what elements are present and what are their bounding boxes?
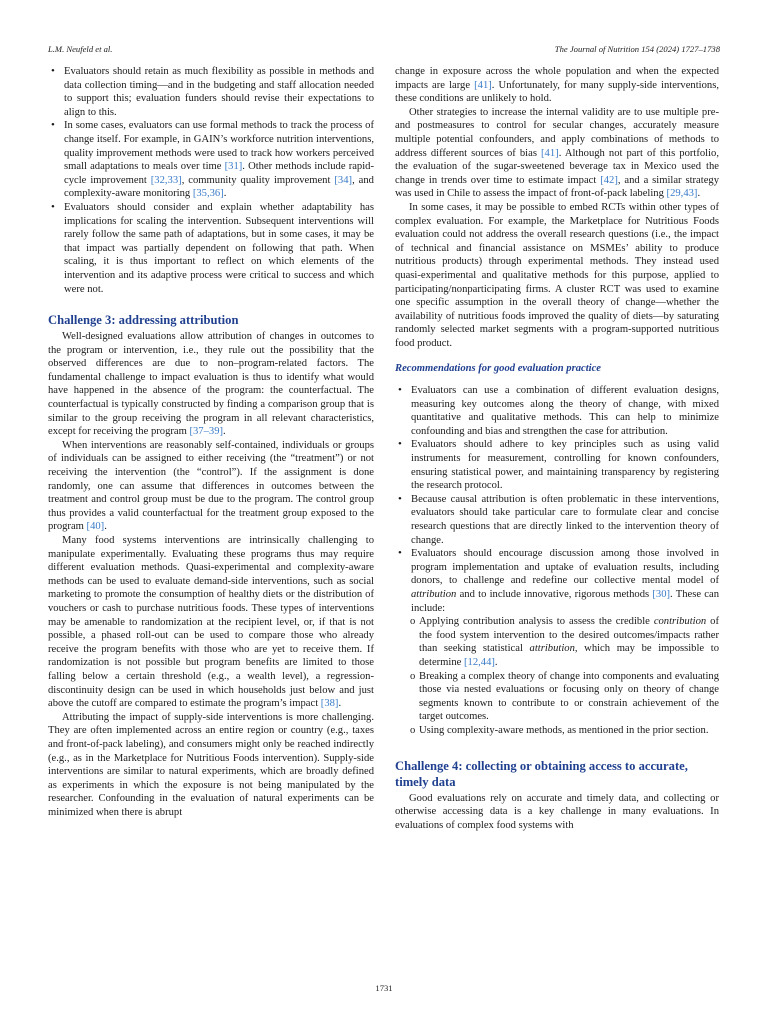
citation-link[interactable]: [34] [334,174,353,186]
paragraph: In some cases, it may be possible to embed RCTs within other types of complex evaluation. For example, the Marketplace for Nutritious Foods evaluation could not address the overall research questions (i.e., the impact of technical and financial assistance on MSMEs’ ability to produce nutritious products) through experimental methods. They instead used quasi-experimental and qualitative methods for this purpose, applied to participating/nonparticipating firms. A cluster RCT was used to examine one specific assumption in the overall theory of change—whether the availability of nutritious foods improved the quality of diets—by saturating randomly selected market segments with a program-supported nutritious food product. [395,201,719,349]
citation-link[interactable]: [40] [86,521,105,533]
right-column [395,65,719,832]
citation-link[interactable]: [37–39] [189,426,224,438]
recommendations-list [395,384,719,615]
citation-link[interactable]: [35,36] [192,188,224,200]
paragraph: Other strategies to increase the internal validity are to use multiple pre- and postmeasures to control for secular changes, accurately measure multiple potential confounders, and apply combinations of methods to address different sources of bias [41]. Although not part of this portfolio, the evaluation of the sugar-sweetened beverage tax in Mexico used the change in trends over time to estimate impact [42], and a similar strategy was used in Chile to assess the impact of front-of-pack labeling [29,43]. [395,106,720,200]
paragraph: Many food systems interventions are intrinsically challenging to manipulate experimentally. Evaluating these programs thus may require different evaluation methods. Quasi-experimental and complexity-aware methods can be used to evaluate demand-side interventions, such as social marketing to promote the consumption of healthy diets or the distribution of vouchers or cash to purchase nutritious foods. These types of interventions may be amenable to randomization at the recipient level, or, if that is not possible, a phased roll-out can be used to compare those who already receive the program benefits with those who are yet to receive them. If randomization is not possible but program benefits are limited to those falling below a certain threshold (e.g., a wealth level), a regression-discontinuity design can be used in which households just below and just above the cutoff are compared to estimate the program’s impact [38]. [48,535,374,710]
bullet-list [48,65,374,296]
recommendations-heading: Recommendations for good evaluation practice [395,363,601,375]
paragraph: Good evaluations rely on accurate and timely data, and collecting or otherwise accessing data is a key challenge in many evaluations. In evaluations of complex food systems with [395,792,719,831]
citation-link[interactable]: [38] [320,698,339,710]
citation-link[interactable]: [41] [474,79,492,91]
list-item-text: In some cases, evaluators can use formal methods to track the process of change itself. For example, in GAIN’s workforce nutrition interventions, quality improvement methods were used to track how workers perceived small adaptations to meals over time [64,120,374,173]
sub-list-item: o Using complexity-aware methods, as mentioned in the prior section. [395,724,719,738]
paragraph: Well-designed evaluations allow attribution of changes in outcomes to the program or intervention, i.e., they rule out the possibility that the observed differences are due to non–program-related factors. The fundamental challenge to impact evaluation is thus to identify what would have happened in the absence of the program: the counterfactual. The counterfactual is typically constructed by finding a comparison group that is similar to the group receiving the program in all relevant characteristics, except for receiving the program [37–39]. [48,331,374,438]
paragraph: change in exposure across the whole population and when the expected impacts are large [41]. Unfortunately, for many supply-side interventions, these conditions are unlikely to hold. [395,66,719,105]
list-item: • Evaluators can use a combination of different evaluation designs, measuring key outcomes along the theory of change, with mixed quantitative and qualitative methods. This can help to minimize confounding and bias and strengthen the case for attribution. [395,384,719,438]
page-number: 1731 [375,983,393,993]
list-item [48,65,374,119]
list-item-text: Evaluators should consider and explain whether adaptability has implications for scaling the intervention. Subsequent interventions will rarely follow the same path of adaptations, but in some cases, it may be that impact was partially dependent on following that path. When scaling, it is thus important to reflect on which elements of the intervention and its adaptive process were critical to success and which were not. [64,201,374,295]
section-heading-challenge-4: Challenge 4: collecting or obtaining access to accurate, timely data [395,758,688,789]
left-column [48,65,374,819]
citation-link[interactable]: [32,33] [150,174,182,186]
citation-link[interactable]: [41] [541,147,559,159]
list-item-text: , community quality improvement [181,174,335,186]
sub-list-item: o Breaking a complex theory of change into components and evaluating those via nested evaluations or focusing only on theory of change segments known to contribute to or constrain achievement of the target outcomes. [395,670,719,724]
list-item-text: . Other methods include rapid-cycle improvement [64,161,374,186]
list-item: • Because causal attribution is often problematic in these interventions, evaluators should take particular care to formulate clear and concise research questions that are directly linked to the intervention theory of change. [395,493,719,547]
list-item: • Evaluators should encourage discussion among those involved in program implementation and uptake of evaluation results, including donors, to challenge and redefine our collective mental model of attribution and to include innovative, rigorous methods [30]. These can include: [395,547,719,615]
paragraph: When interventions are reasonably self-contained, individuals or groups of individuals can be assigned to either receiving (the “treatment”) or not receiving the intervention (the “control”). If the assignment is done randomly, one can assume that differences in outcomes between the treatment and control group must be due to the program. The control group thus provides a valid counterfactual for the treatment group exposed to the program [40]. [48,439,374,533]
list-item: • Evaluators should adhere to key principles such as using valid instruments for measurement, controlling for known confounders, ensuring statistical power, and maintaining transparency by registering the research protocol. [395,438,719,492]
list-item-text: . [223,188,227,200]
section-heading-challenge-3: Challenge 3: addressing attribution [48,313,239,328]
citation-link[interactable]: [31] [224,161,243,173]
citation-link[interactable]: [29,43] [666,188,698,200]
list-item-text: , and complexity-aware monitoring [64,174,374,200]
sub-list [395,615,719,737]
list-item [48,201,374,296]
running-header-journal: The Journal of Nutrition 154 (2024) 1727–1738 [554,44,720,54]
sub-list-item: o Applying contribution analysis to assess the credible contribution of the food system intervention to the desired outcomes/impacts rather than seeking statistical attribution, which may be impossible to determine [12,44]. [395,615,719,669]
list-item [48,119,374,201]
running-header-authors: L.M. Neufeld et al. [48,44,113,54]
citation-link[interactable]: [42] [600,174,618,186]
list-item-text: Evaluators should retain as much flexibility as possible in methods and data collection timing—and in the budgeting and staff allocation needed to support this; evaluation funders should revise their expectations to align to this. [64,66,374,118]
paragraph: Attributing the impact of supply-side interventions is more challenging. They are often implemented across an entire region or country (e.g., taxes and front-of-pack labeling), and consumers might only be reached indirectly (e.g., as in the Marketplace for Nutritious Foods intervention). Supply-side interventions are similar to natural experiments, which are broadly defined as experiments in which the exposure is not being manipulated by the researcher. Confounding in the evaluation of natural experiments can be minimized when there is abrupt [48,711,374,818]
citation-link[interactable]: [12,44] [464,656,495,668]
citation-link[interactable]: [30] [652,588,671,600]
